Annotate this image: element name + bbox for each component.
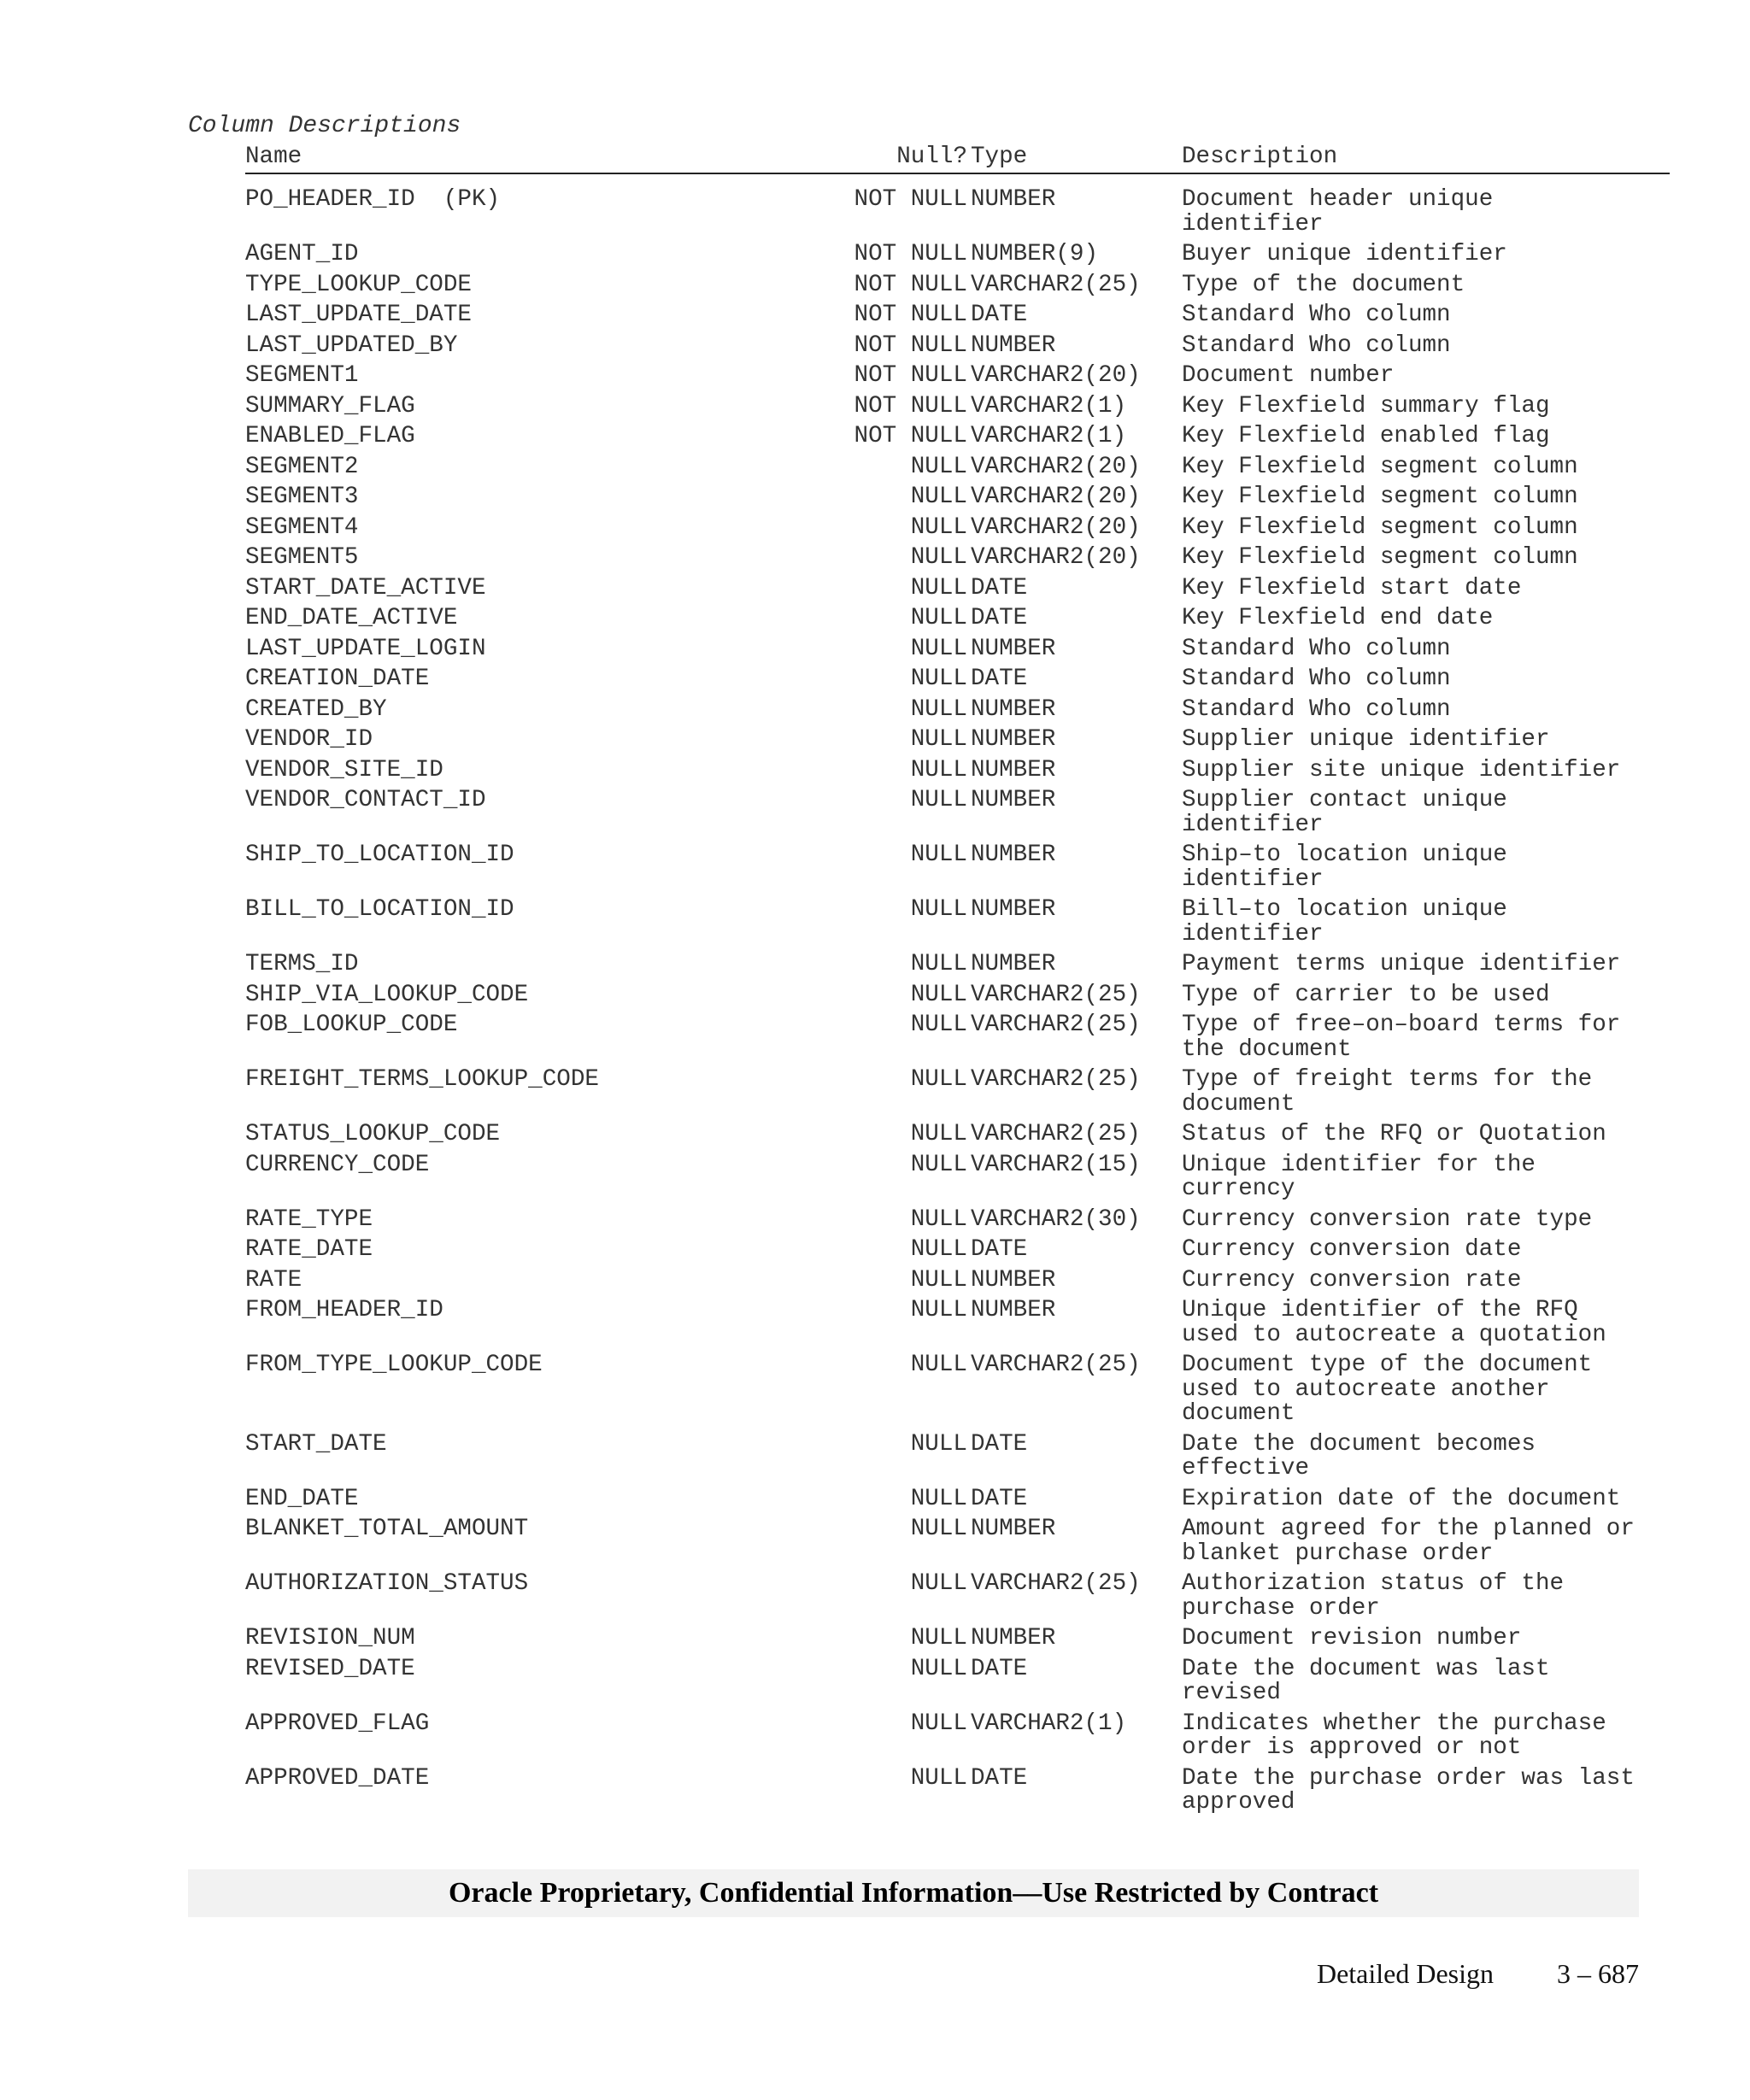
column-name: CREATED_BY [245,695,387,723]
column-name: RATE_DATE [245,1236,373,1263]
column-description: Date the document was last revised [1182,1655,1550,1706]
table-row [245,843,1670,898]
column-name: SUMMARY_FLAG [245,392,415,419]
column-description: Document revision number [1182,1625,1522,1651]
column-name: REVISED_DATE [245,1655,415,1682]
column-description: Key Flexfield segment column [1182,544,1578,571]
data-type: DATE [971,302,1028,328]
data-type: DATE [971,605,1028,631]
data-type: DATE [971,1430,1028,1458]
nullable: NULL [910,1625,967,1651]
table-row [245,485,1670,516]
column-description: Supplier contact unique identifier [1182,787,1507,838]
footer-page-number: 3 – 687 [1557,1958,1639,1989]
data-type: NUMBER [971,186,1056,213]
data-type: VARCHAR2(25) [971,1012,1141,1038]
data-type: VARCHAR2(30) [971,1205,1141,1233]
column-description: Buyer unique identifier [1182,241,1507,267]
data-type: VARCHAR2(20) [971,484,1141,510]
nullable: NULL [910,1297,967,1323]
nullable: NULL [910,981,967,1008]
column-description: Document number [1182,362,1395,389]
section-title: Column Descriptions [188,113,461,139]
nullable: NULL [910,666,967,692]
data-type: VARCHAR2(25) [971,981,1141,1008]
confidentiality-banner: Oracle Proprietary, Confidential Information––Use Restricted by Contract [188,1869,1639,1917]
column-description: Payment terms unique identifier [1182,951,1621,977]
table-row [245,243,1670,273]
table-row [245,331,1670,365]
table-row [245,303,1670,334]
data-type: VARCHAR2(25) [971,1066,1141,1093]
nullable: NOT NULL [854,241,967,267]
data-type: NUMBER [971,951,1056,977]
data-type: NUMBER [971,695,1056,723]
column-name: SEGMENT5 [245,544,359,571]
column-description: Expiration date of the document [1182,1485,1621,1512]
table-row [245,188,1670,243]
data-type: DATE [971,1764,1028,1792]
column-name: SHIP_VIA_LOOKUP_CODE [245,981,529,1008]
nullable: NULL [910,513,967,541]
column-name: AUTHORIZATION_STATUS [245,1570,529,1597]
nullable: NOT NULL [854,331,967,359]
column-description: Type of freight terms for the document [1182,1066,1593,1117]
header-type: Type [971,144,1028,170]
table-row [245,607,1670,637]
nullable: NULL [910,1266,967,1293]
table-row [245,983,1670,1014]
table-body [245,188,1670,1821]
nullable: NULL [910,951,967,977]
table-row [245,637,1670,668]
data-type: NUMBER [971,726,1056,753]
column-name: ENABLED_FLAG [245,423,415,449]
column-name: CREATION_DATE [245,666,430,692]
column-description: Bill–to location unique identifier [1182,896,1507,947]
nullable: NULL [910,726,967,753]
table-row [245,513,1670,547]
column-name: START_DATE [245,1430,387,1458]
data-type: VARCHAR2(1) [971,423,1127,449]
column-description: Standard Who column [1182,695,1451,723]
data-type: DATE [971,1655,1028,1682]
nullable: NOT NULL [854,423,967,449]
column-description: Key Flexfield end date [1182,605,1494,631]
column-name: SEGMENT2 [245,453,359,480]
header-description: Description [1182,144,1338,170]
nullable: NULL [910,1066,967,1093]
table-row [245,1153,1670,1208]
table-row [245,1266,1670,1299]
data-type: VARCHAR2(1) [971,392,1127,419]
column-description: Unique identifier of the RFQ used to autocreate a quotation [1182,1297,1606,1348]
table-row [245,1572,1670,1627]
table-row [245,425,1670,455]
nullable: NULL [910,544,967,571]
table-row [245,898,1670,953]
data-type: VARCHAR2(20) [971,544,1141,571]
column-description: Unique identifier for the currency [1182,1151,1536,1202]
column-description: Document type of the document used to autocreate another document [1182,1352,1593,1427]
column-name: LAST_UPDATED_BY [245,331,458,359]
nullable: NULL [910,1570,967,1597]
nullable: NOT NULL [854,302,967,328]
table-row [245,728,1670,759]
column-name: START_DATE_ACTIVE [245,574,486,601]
data-type: VARCHAR2(25) [971,271,1141,298]
data-type: NUMBER [971,756,1056,783]
nullable: NULL [910,453,967,480]
header-null: Null? [896,144,967,170]
column-name: FROM_TYPE_LOOKUP_CODE [245,1352,543,1378]
data-type: VARCHAR2(25) [971,1352,1141,1378]
column-name: APPROVED_FLAG [245,1710,430,1737]
data-type: VARCHAR2(20) [971,453,1141,480]
column-description: Currency conversion rate [1182,1266,1522,1293]
table-header [245,142,1670,174]
column-description: Amount agreed for the planned or blanket purchase order [1182,1516,1635,1567]
column-description: Type of free–on–board terms for the document [1182,1012,1621,1063]
column-description: Key Flexfield summary flag [1182,392,1550,419]
column-name: VENDOR_CONTACT_ID [245,787,486,813]
data-type: VARCHAR2(25) [971,1570,1141,1597]
column-name: SEGMENT4 [245,513,359,541]
column-name: LAST_UPDATE_DATE [245,302,472,328]
column-name: TYPE_LOOKUP_CODE [245,271,472,298]
table-row [245,1205,1670,1239]
nullable: NULL [910,1236,967,1263]
table-row [245,695,1670,729]
column-name: RATE [245,1266,302,1293]
table-row [245,789,1670,843]
table-row [245,1353,1670,1433]
data-type: VARCHAR2(1) [971,1710,1127,1737]
nullable: NULL [910,574,967,601]
nullable: NULL [910,896,967,923]
column-description: Supplier unique identifier [1182,726,1550,753]
footer-section-title: Detailed Design [1316,1958,1494,1989]
table-row [245,1657,1670,1712]
table-row [245,1238,1670,1269]
column-name: TERMS_ID [245,951,359,977]
data-type: NUMBER(9) [971,241,1099,267]
nullable: NULL [910,1012,967,1038]
column-name: STATUS_LOOKUP_CODE [245,1121,501,1147]
column-description: Indicates whether the purchase order is approved or not [1182,1710,1606,1761]
column-name: VENDOR_ID [245,726,373,753]
nullable: NULL [910,1655,967,1682]
column-description: Type of carrier to be used [1182,981,1550,1008]
data-type: VARCHAR2(15) [971,1151,1141,1178]
table-row [245,1487,1670,1518]
column-name: CURRENCY_CODE [245,1151,430,1178]
data-type: VARCHAR2(20) [971,513,1141,541]
table-row [245,1764,1670,1821]
data-type: NUMBER [971,842,1056,868]
table-row [245,1712,1670,1767]
column-description: Supplier site unique identifier [1182,756,1621,783]
column-name: REVISION_NUM [245,1625,415,1651]
table-row [245,392,1670,425]
column-name: SEGMENT1 [245,362,359,389]
column-name: SEGMENT3 [245,484,359,510]
column-description: Status of the RFQ or Quotation [1182,1121,1606,1147]
column-name: BILL_TO_LOCATION_ID [245,896,514,923]
column-description: Standard Who column [1182,331,1451,359]
data-type: DATE [971,1485,1028,1512]
column-description: Ship–to location unique identifier [1182,842,1507,893]
table-row [245,364,1670,395]
table-row [245,455,1670,486]
data-type: NUMBER [971,1297,1056,1323]
table-row [245,546,1670,577]
nullable: NULL [910,1485,967,1512]
table-row [245,1627,1670,1657]
nullable: NOT NULL [854,362,967,389]
table-row [245,1123,1670,1153]
column-description: Key Flexfield segment column [1182,484,1578,510]
table-row [245,273,1670,304]
column-name: END_DATE [245,1485,359,1512]
table-row [245,667,1670,698]
column-name: PO_HEADER_ID (PK) [245,186,501,213]
data-type: VARCHAR2(25) [971,1121,1141,1147]
nullable: NULL [910,1121,967,1147]
column-description: Currency conversion rate type [1182,1205,1593,1233]
nullable: NULL [910,1710,967,1737]
data-type: DATE [971,1236,1028,1263]
nullable: NULL [910,484,967,510]
header-name: Name [245,144,302,170]
column-name: VENDOR_SITE_ID [245,756,443,783]
column-description: Date the document becomes effective [1182,1430,1536,1481]
column-description: Date the purchase order was last approved [1182,1764,1635,1816]
nullable: NOT NULL [854,392,967,419]
nullable: NULL [910,756,967,783]
column-name: APPROVED_DATE [245,1764,430,1792]
nullable: NULL [910,787,967,813]
column-name: END_DATE_ACTIVE [245,605,458,631]
column-description: Key Flexfield start date [1182,574,1522,601]
column-name: AGENT_ID [245,241,359,267]
nullable: NULL [910,605,967,631]
table-row [245,1430,1670,1487]
column-name: SHIP_TO_LOCATION_ID [245,842,514,868]
column-name: FREIGHT_TERMS_LOOKUP_CODE [245,1066,599,1093]
column-name: RATE_TYPE [245,1205,373,1233]
data-type: NUMBER [971,331,1056,359]
table-row [245,1299,1670,1353]
table-row [245,1517,1670,1572]
table-row [245,574,1670,607]
data-type: NUMBER [971,1266,1056,1293]
data-type: DATE [971,666,1028,692]
nullable: NULL [910,635,967,662]
data-type: NUMBER [971,1625,1056,1651]
nullable: NULL [910,1430,967,1458]
data-type: DATE [971,574,1028,601]
nullable: NULL [910,1516,967,1542]
data-type: NUMBER [971,635,1056,662]
data-type: NUMBER [971,1516,1056,1542]
column-name: LAST_UPDATE_LOGIN [245,635,486,662]
data-type: NUMBER [971,787,1056,813]
nullable: NOT NULL [854,271,967,298]
column-description: Standard Who column [1182,635,1451,662]
table-row [245,1013,1670,1068]
column-name: BLANKET_TOTAL_AMOUNT [245,1516,529,1542]
column-description: Authorization status of the purchase order [1182,1570,1565,1622]
table-row [245,953,1670,983]
column-description: Key Flexfield enabled flag [1182,423,1550,449]
data-type: NUMBER [971,896,1056,923]
column-name: FROM_HEADER_ID [245,1297,443,1323]
column-description: Document header unique identifier [1182,186,1494,238]
column-description: Key Flexfield segment column [1182,513,1578,541]
nullable: NULL [910,1151,967,1178]
nullable: NOT NULL [854,186,967,213]
nullable: NULL [910,1205,967,1233]
column-description: Currency conversion date [1182,1236,1522,1263]
column-description: Key Flexfield segment column [1182,453,1578,480]
column-description: Standard Who column [1182,302,1451,328]
data-type: VARCHAR2(20) [971,362,1141,389]
table-row [245,756,1670,789]
nullable: NULL [910,1352,967,1378]
nullable: NULL [910,1764,967,1792]
nullable: NULL [910,842,967,868]
table-row [245,1068,1670,1123]
column-description: Standard Who column [1182,666,1451,692]
nullable: NULL [910,695,967,723]
column-name: FOB_LOOKUP_CODE [245,1012,458,1038]
column-description: Type of the document [1182,271,1465,298]
column-descriptions-table [245,142,1670,1821]
